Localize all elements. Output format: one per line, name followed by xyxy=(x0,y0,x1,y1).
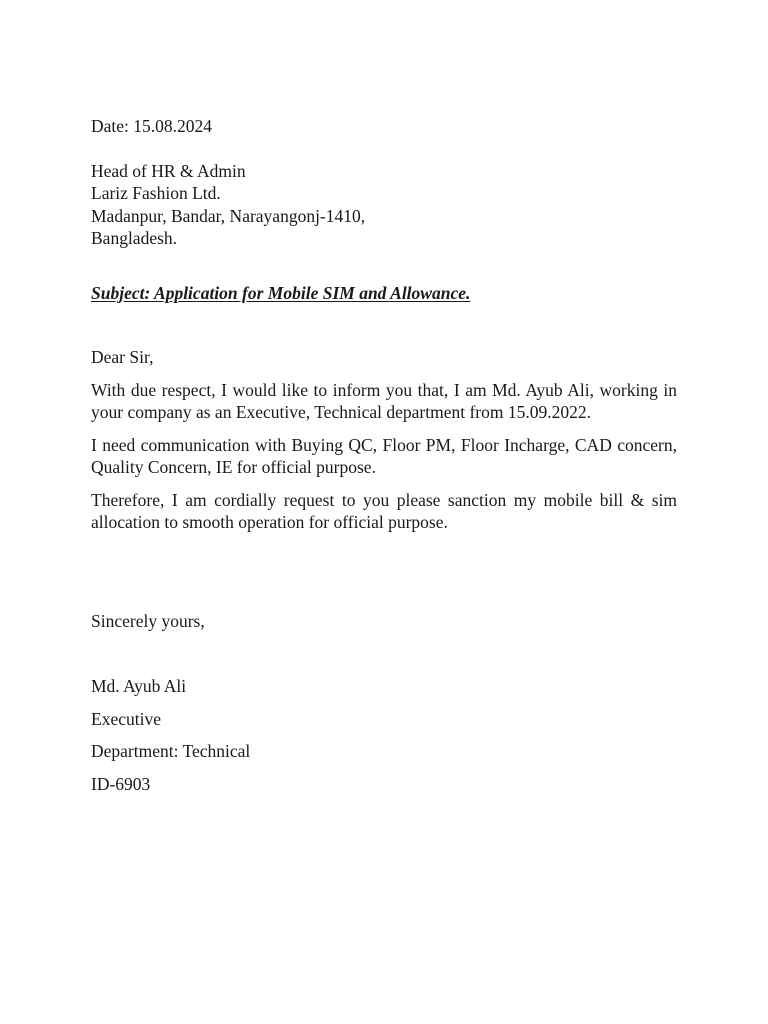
recipient-address xyxy=(91,160,677,250)
recipient-title: Head of HR & Admin xyxy=(91,160,246,181)
signature-department: Department: Technical xyxy=(91,741,251,761)
body-paragraph-intro: With due respect, I would like to inform you that, I am Md. Ayub Ali, working in your company as an Executive, Technical department from 15.09.2022. xyxy=(91,379,677,422)
signature-id: ID-6903 xyxy=(91,773,151,794)
body-paragraph-request: Therefore, I am cordially request to you please sanction my mobile bill & sim allocation to smooth operation for official purpose. xyxy=(91,489,677,532)
recipient-street: Madanpur, Bandar, Narayangonj-1410, xyxy=(91,205,366,226)
recipient-country: Bangladesh. xyxy=(91,228,178,248)
body-paragraph-need: I need communication with Buying QC, Floor PM, Floor Incharge, CAD concern, Quality Concern, IE for official purpose. xyxy=(91,434,677,477)
letter-salutation: Dear Sir, xyxy=(91,347,154,367)
signature-name: Md. Ayub Ali xyxy=(91,676,187,696)
letter-subject: Subject: Application for Mobile SIM and Allowance. xyxy=(91,282,471,303)
letter-page xyxy=(91,115,677,795)
signature-designation: Executive xyxy=(91,708,161,729)
letter-closing: Sincerely yours, xyxy=(91,610,205,631)
letter-date: Date: 15.08.2024 xyxy=(91,116,213,136)
recipient-company: Lariz Fashion Ltd. xyxy=(91,183,221,203)
